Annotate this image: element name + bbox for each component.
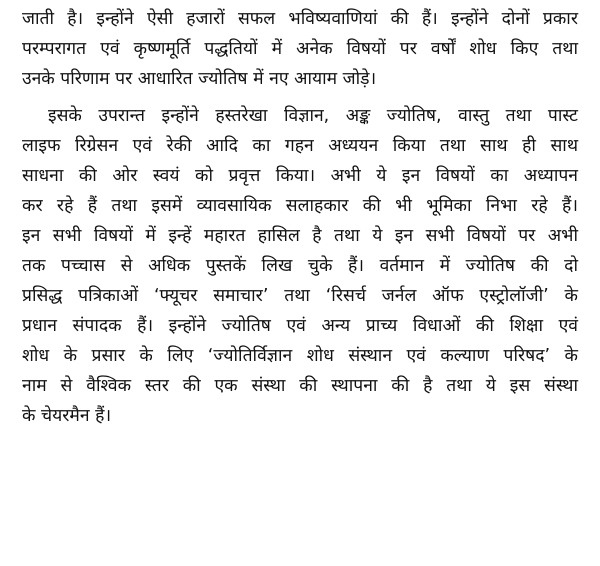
- text-line: इसके उपरान्त इन्होंने हस्तरेखा विज्ञान, अङ्क ज्योतिष, वास्तु तथा पास्ट: [48, 106, 578, 126]
- text-line: प्रधान संपादक हैं। इन्होंने ज्योतिष एवं अन्य प्राच्य विधाओं की शिक्षा एवं: [22, 316, 578, 336]
- text-line: साधना की ओर स्वयं को प्रवृत्त किया। अभी ये इन विषयों का अध्यापन: [22, 166, 578, 186]
- text-line: कर रहे हैं तथा इसमें व्यावसायिक सलाहकार की भी भूमिका निभा रहे हैं।: [22, 196, 578, 216]
- text-line: इन सभी विषयों में इन्हें महारत हासिल है तथा ये इन सभी विषयों पर अभी: [22, 226, 578, 246]
- text-line: परम्परागत एवं कृष्णमूर्ति पद्धतियों में अनेक विषयों पर वर्षों शोध किए तथा: [22, 39, 578, 59]
- text-line: जाती है। इन्होंने ऐसी हजारों सफल भविष्यवाणियां की हैं। इन्होंने दोनों प्रकार: [22, 9, 578, 29]
- text-line: शोध के प्रसार के लिए ‘ज्योतिर्विज्ञान शोध संस्थान एवं कल्याण परिषद’ के: [22, 346, 578, 366]
- text-line: उनके परिणाम पर आधारित ज्योतिष में नए आयाम जोड़े।: [22, 69, 377, 89]
- text-line: के चेयरमैन हैं।: [22, 406, 112, 426]
- document-page: [22, 4, 578, 438]
- paragraph-1: [22, 4, 578, 94]
- paragraph-2: [22, 101, 578, 431]
- text-line: प्रसिद्ध पत्रिकाओं ‘फ्यूचर समाचार’ तथा ‘रिसर्च जर्नल ऑफ एस्ट्रोलॉजी’ के: [22, 286, 578, 306]
- text-line: तक पच्चास से अधिक पुस्तकें लिख चुके हैं। वर्तमान में ज्योतिष की दो: [22, 256, 578, 276]
- text-line: लाइफ रिग्रेसन एवं रेकी आदि का गहन अध्ययन किया तथा साथ ही साथ: [22, 136, 578, 156]
- text-line: नाम से वैश्विक स्तर की एक संस्था की स्थापना की है तथा ये इस संस्था: [22, 376, 578, 396]
